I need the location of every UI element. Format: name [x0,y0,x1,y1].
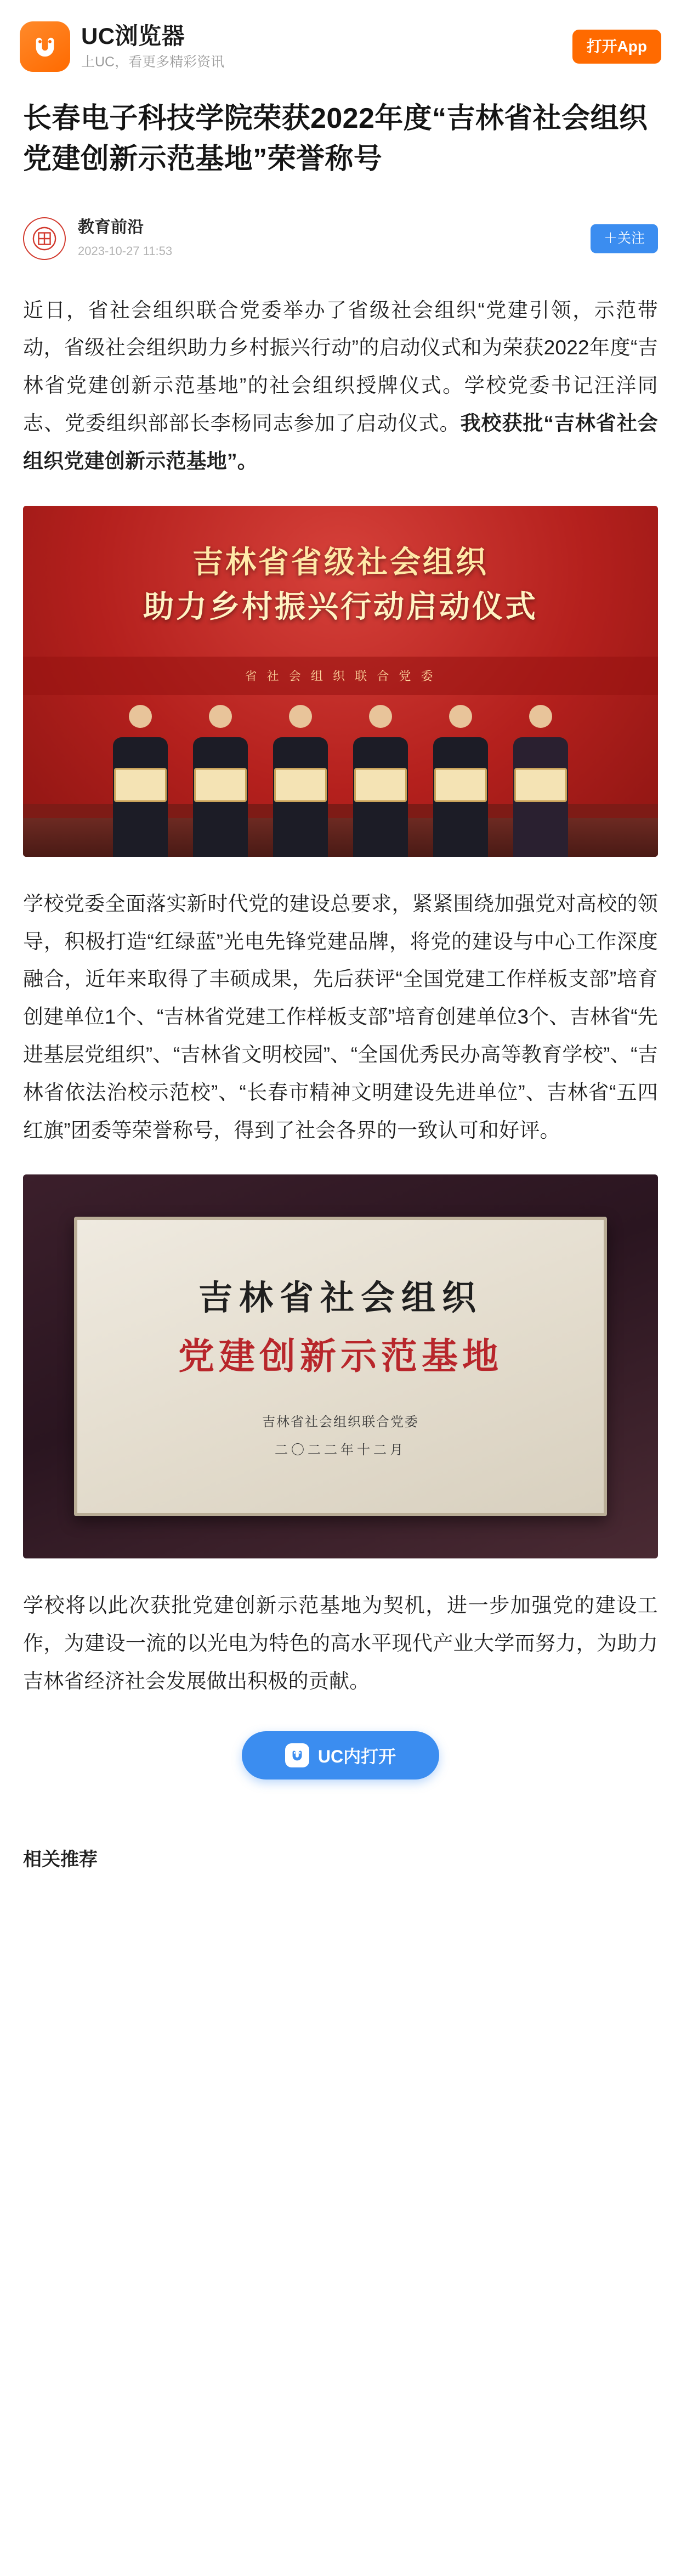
related-title: 相关推荐 [23,1849,98,1870]
article-paragraph-1 [23,292,658,481]
publisher-avatar-icon[interactable] [23,217,66,260]
person-2 [188,695,253,856]
top-app-bar [0,0,681,93]
brand-title: UC浏览器 [81,22,185,49]
ceremony-sub-banner: 省 社 会 组 织 联 合 党 委 [23,657,658,695]
paragraph-1-bold-tail: 我校获批“吉林省社会组织党建创新示范基地”。 [23,412,659,472]
plaque-board [74,1217,608,1516]
publish-time: 2023-10-27 11:53 [78,244,173,258]
plaque-photo[interactable] [23,1174,658,1558]
person-5 [428,695,493,856]
uc-browser-logo-icon [285,1743,309,1767]
follow-button[interactable]: ＋关注 [591,224,658,253]
article-paragraph-2: 学校党委全面落实新时代党的建设总要求，紧紧围绕加强党对高校的领导，积极打造“红绿蓝”光电先锋党建品牌，将党的建设与中心工作深度融合，近年来取得了丰硕成果，先后获评“全国党建工作样板支部”培育创建单位1个、“吉林省党建工作样板支部”培育创建单位3个、吉林省“先进基层党组织”、“吉林省文明校园”、“全国优秀民办高等教育学校”、“吉林省依法治校示范校”、“长春市精神文明建设先进单位”、吉林省“五四红旗”团委等荣誉称号，得到了社会各界的一致认可和好评。 [23,892,658,1142]
section-divider [0,1801,681,1820]
person-6 [508,695,573,856]
open-in-uc-label: UC内打开 [317,1746,396,1766]
open-in-uc-button[interactable] [242,1731,439,1780]
person-1 [108,695,173,856]
ceremony-people-row [23,695,658,856]
open-app-button[interactable]: 打开App [572,30,661,64]
person-3 [268,695,333,856]
article-container [0,99,681,1801]
ceremony-figure [23,506,658,857]
uc-browser-logo-icon [20,21,70,72]
paragraph-1-text: 近日，省社会组织联合党委举办了省级社会组织“党建引领，示范带动，省级社会组织助力乡村振兴行动”的启动仪式和为荣获2022年度“吉林省党建创新示范基地”的社会组织授牌仪式。学校党委书记汪洋同志、党委组织部部长李杨同志参加了启动仪式。 [23,298,658,435]
brand-subtitle: 上UC，看更多精彩资讯 [81,54,225,70]
related-section [0,1844,681,1871]
brand-text [81,23,224,70]
source-meta [78,218,172,258]
plaque-line-1: 吉林省社会组织 [198,1280,483,1318]
ceremony-banner-line2: 助力乡村振兴行动启动仪式 [143,590,538,624]
plaque-line-3: 吉林省社会组织联合党委 [262,1415,419,1430]
ceremony-banner-text [23,541,658,630]
article-paragraph-3: 学校将以此次获批党建创新示范基地为契机，进一步加强党的建设工作，为建设一流的以光电为特色的高水平现代产业大学而努力，为助力吉林省经济社会发展做出积极的贡献。 [23,1594,658,1693]
brand-block[interactable] [20,21,224,72]
ceremony-banner-line1: 吉林省省级社会组织 [192,545,489,580]
plaque-line-4: 二〇二二年十二月 [275,1443,406,1458]
ceremony-photo[interactable] [23,506,658,857]
publisher-name[interactable]: 教育前沿 [78,218,144,237]
person-4 [348,695,413,856]
plaque-figure [23,1174,658,1558]
page-title: 长春电子科技学院荣获2022年度“吉林省社会组织党建创新示范基地”荣誉称号 [23,103,648,175]
open-in-uc-wrap [23,1731,658,1780]
plaque-line-2: 党建创新示范基地 [178,1337,503,1377]
source-row [23,214,658,263]
